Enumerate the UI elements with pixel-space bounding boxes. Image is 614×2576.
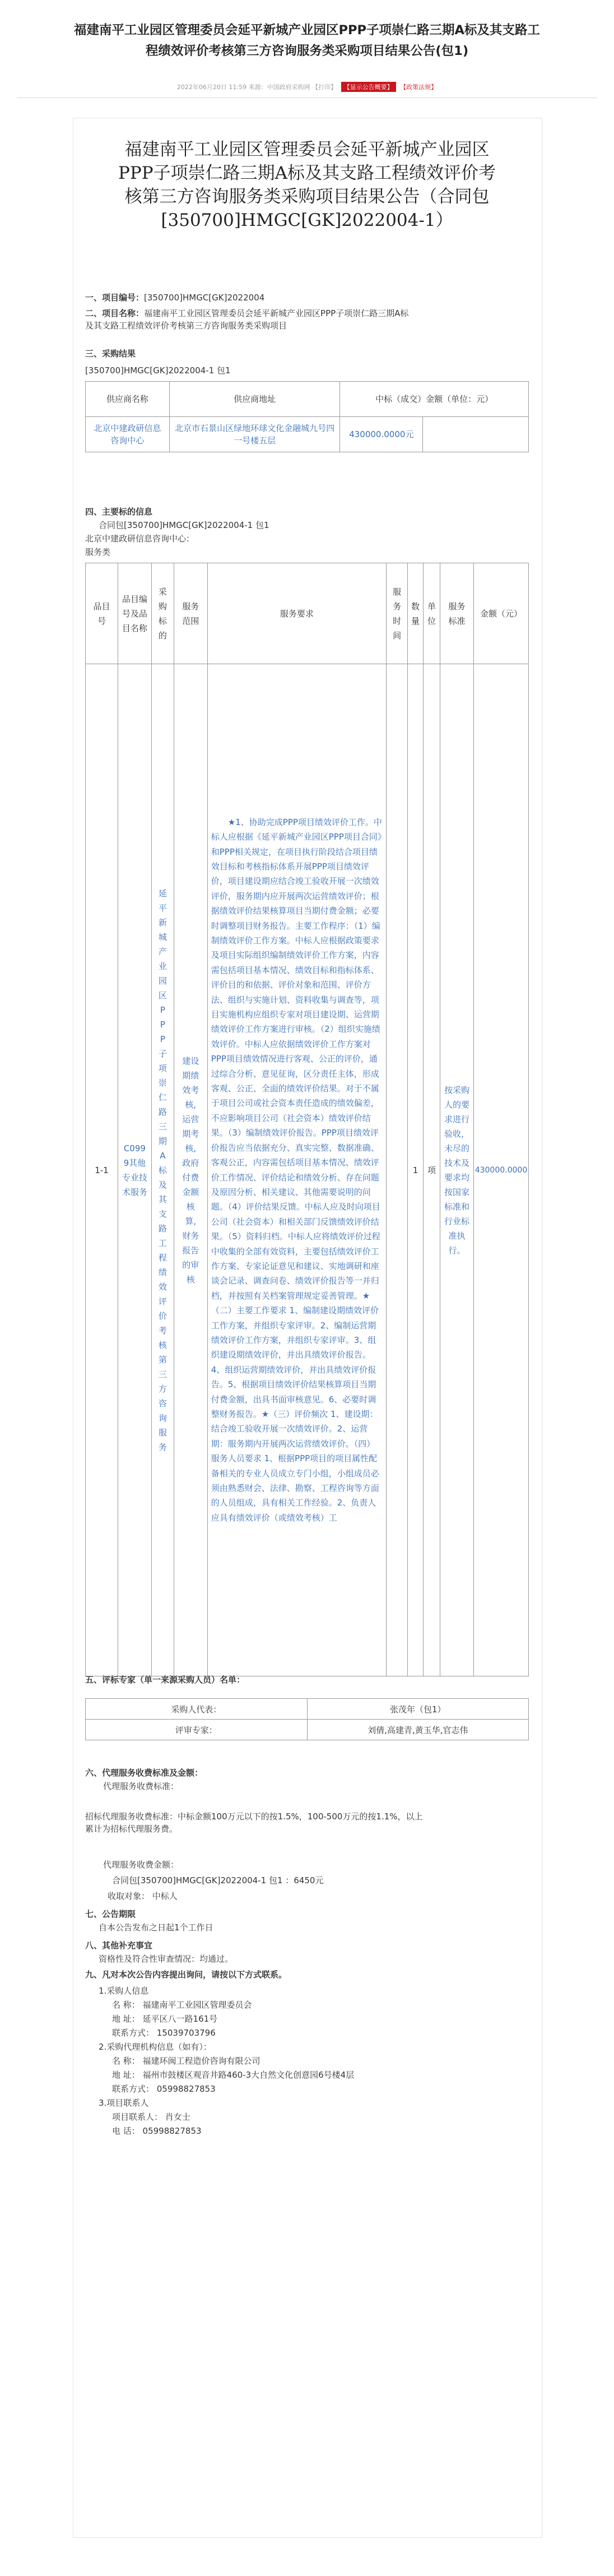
agent-phone: 联系方式： 05998827853 <box>112 2084 216 2094</box>
fee-amount-label: 代理服务收费金额： <box>103 1860 179 1870</box>
item-unit: 项 <box>424 664 440 1676</box>
agent-info-label: 2.采购代理机构信息（如有）： <box>99 2042 212 2052</box>
document-title-line3: 核第三方咨询服务类采购项目结果公告（合同包 <box>124 187 490 207</box>
col-supplier-address: 供应商地址 <box>169 382 340 417</box>
col-supplier-name: 供应商名称 <box>86 382 170 417</box>
fee-standard-label: 代理服务收费标准： <box>103 1781 179 1791</box>
col-subject: 采购标的 <box>158 586 167 641</box>
fee-payer: 收取对象： 中标人 <box>108 1891 178 1901</box>
buyer-address: 地 址： 延平区八一路161号 <box>112 2014 218 2024</box>
project-name-value-line2: 及其支路工程绩效评价考核第三方咨询服务类采购项目 <box>85 321 287 331</box>
fee-standard-line2: 累计为招标代理服务费。 <box>85 1824 178 1834</box>
item-service-time <box>387 664 408 1676</box>
section-experts: 五、评标专家（单一来源采购人员）名单： <box>85 1675 245 1685</box>
item-requirements: ★1、协助完成PPP项目绩效评价工作。中标人应根据《延平新城产业园区PPP项目合同》和PPP相关规定，在项目执行阶段结合项目绩效目标和考核指标体系开展PPP项目绩效评价，项目建设期应结合竣工验收开展一次绩效评价，服务期内应开展两次运营绩效评价；根据绩效评价结果核算项目当期付费金额；必要时调整项目财务报告。主要工作程序：（1）编制绩效评价工作方案。中标人应根据政策要求及项目实际组织编制绩效评价工作方案，内容需包括项目基本情况、绩效目标和指标体系、评价目的和依据、评价对象和范围、评价方法、组织与实施计划、资料收集与调查等，项目实施机构应组织专家对项目建设期、运营期绩效评价工作方案进行审核。（2）组织实施绩效评价。中标人应依据绩效评价工作方案对PPP项目绩效情况进行客观、公正的评价，通过综合分析、意见征询，区分责任主体，形成客观、公正、全面的绩效评价结果。对于不属于项目公司或社会资本责任造成的绩效偏差，不应影响项目公司（社会资本）绩效评价结果。（3）编制绩效评价报告。PPP项目绩效评价报告应当依据充分、真实完整、数据准确、客观公正，内容需包括项目基本情况、绩效评价工作情况、评价结论和绩效分析、存在问题及原因分析、相关建议、其他需要说明的问题。（4）评价结果反馈。中标人应及时向项目公司（社会资本）和相关部门反馈绩效评价结果。（5）资料归档。中标人应将绩效评价过程中收集的全部有效资料，主要包括绩效评价工作方案、专家论证意见和建议、实地调研和座谈会记录、调查问卷、绩效评价报告等一并归档，并按照有关档案管理规定妥善管理。★（二）主要工作要求 1、编制建设期绩效评价工作方案，并组织专家评审。2、编制运营期绩效评价工作方案，并组织专家评审。3、组织建设期绩效评价，并出具绩效评价报告。4、组织运营期绩效评价，并出具绩效评价报告。5、根据项目绩效评价结果核算项目当期付费金额，出具书面审核意见。6、必要时调整财务报告。★（三）评价频次 1、建设期：结合竣工验收开展一次绩效评价。2、运营期：服务期内开展两次运营绩效评价。（四）服务人员要求 1、根据PPP项目的项目属性配备相关的专业人员成立专门小组，小组成员必须由熟悉财会、法律、勘察、工程咨询等方面的人员组成，具有相关工作经验。2、负责人应具有绩效评价（或绩效考核）工 <box>211 817 382 1523</box>
result-package-id: [350700]HMGC[GK]2022004-1 包1 <box>85 365 231 376</box>
col-award-amount: 中标（成交）金额（单位：元） <box>340 382 529 417</box>
col-quantity: 数量 <box>411 601 420 626</box>
supplementary-text: 资格性及符合性审查情况：均通过。 <box>99 1954 234 1964</box>
award-amount: 430000.0000元 <box>340 417 423 452</box>
page-title <box>17 20 597 62</box>
summary-toggle-button[interactable]: 【显示公告概要】 <box>341 82 396 92</box>
col-standard: 服务标准 <box>448 601 466 626</box>
item-quantity: 1 <box>408 664 424 1676</box>
supplier-address: 北京市石景山区绿地环球文化金融城九号四一号楼五层 <box>169 417 340 452</box>
contact-person-label: 3.项目联系人 <box>99 2098 149 2108</box>
buyer-name: 名 称： 福建南平工业园区管理委员会 <box>112 2000 252 2010</box>
project-name-value-line1: 福建南平工业园区管理委员会延平新城产业园区PPP子项崇仁路三期A标 <box>144 308 409 318</box>
print-link[interactable]: 【打印】 <box>312 84 337 91</box>
policy-link[interactable]: 【政策法规】 <box>400 84 438 91</box>
subject-table <box>85 563 529 1676</box>
document-title-line1: 福建南平工业园区管理委员会延平新城产业园区 <box>124 140 490 160</box>
document-title-line4: [350700]HMGC[GK]2022004-1） <box>161 210 453 230</box>
project-number-value: [350700]HMGC[GK]2022004 <box>144 293 265 303</box>
supplier-name: 北京中建政研信息咨询中心 <box>86 417 170 452</box>
table-row <box>86 417 529 452</box>
item-code: C0999其他专业技术服务 <box>122 1143 147 1197</box>
page-title-line2: 程绩效评价考核第三方咨询服务类采购项目结果公告(包1) <box>145 44 469 58</box>
result-table <box>85 381 529 452</box>
section-project-name <box>85 307 533 332</box>
project-name-label: 二、项目名称： <box>85 308 145 318</box>
fee-standard-text <box>85 1810 533 1835</box>
document-title-line2: PPP子项崇仁路三期A标及其支路工程绩效评价考 <box>118 163 496 183</box>
section-contact: 九、凡对本次公告内容提出询问，请按以下方式联系。 <box>85 1970 287 1980</box>
table-header-row <box>86 382 529 417</box>
notice-period-text: 自本公告发布之日起1个工作日 <box>99 1922 213 1933</box>
empty-cell <box>423 417 529 452</box>
section-agency-fee: 六、代理服务收费标准及金额： <box>85 1768 203 1778</box>
item-no: 1-1 <box>86 664 118 1676</box>
subject-category: 服务类 <box>85 547 111 557</box>
col-unit: 单位 <box>427 601 436 626</box>
contact-list <box>99 1984 547 2138</box>
item-amount: 430000.0000 <box>473 664 528 1676</box>
section-procurement-result: 三、采购结果 <box>85 349 136 359</box>
page-title-line1: 福建南平工业园区管理委员会延平新城产业园区PPP子项崇仁路三期A标及其支路工 <box>74 23 540 38</box>
subject-supplier: 北京中建政研信息咨询中心： <box>85 534 195 544</box>
section-main-subject: 四、主要标的信息 <box>85 507 153 517</box>
buyer-rep-value: 张茂年（包1） <box>307 1699 529 1720</box>
buyer-info-label: 1.采购人信息 <box>99 1986 149 1996</box>
buyer-rep-label: 采购人代表： <box>86 1699 308 1720</box>
fee-amount-value: 合同包[350700]HMGC[GK]2022004-1 包1 ：6450元 <box>112 1875 324 1885</box>
item-standard: 按采购人的要求进行验收，未尽的技术及要求均按国家标准和行业标准执行。 <box>444 1085 469 1255</box>
item-scope: 建设期绩效考核,运营期考核,政府付费金额核算,财务报告的审核 <box>182 1055 199 1285</box>
experts-label: 评审专家： <box>86 1720 308 1740</box>
item-subject: 延平新城产业园区PPP子项崇仁路三期A标及其支路工程绩效评价考核第三方咨询服务 <box>158 888 167 1452</box>
table-row <box>86 664 529 1676</box>
table-row <box>86 1720 529 1740</box>
subject-package-id: 合同包[350700]HMGC[GK]2022004-1 包1 <box>99 520 269 530</box>
document-title <box>85 138 529 232</box>
table-row <box>86 1699 529 1720</box>
project-number-label: 一、项目编号： <box>85 293 145 303</box>
contact-person-phone: 电 话： 05998827853 <box>112 2126 202 2136</box>
experts-value: 刘倩,高建青,黄玉华,官志伟 <box>307 1720 529 1740</box>
col-scope: 服务范围 <box>182 601 199 626</box>
agent-address: 地 址： 福州市鼓楼区观音井路460-3大自然文化创意园6号楼4层 <box>112 2070 355 2080</box>
col-service-time: 服务时间 <box>393 586 402 641</box>
section-supplementary: 八、其他补充事宜 <box>85 1940 153 1950</box>
agent-name: 名 称： 福建环闽工程造价咨询有限公司 <box>112 2056 261 2066</box>
section-notice-period: 七、公告期限 <box>85 1909 136 1919</box>
article-meta <box>0 82 614 92</box>
article-source: 来源：中国政府采购网 <box>248 84 310 91</box>
contact-person-name: 项目联系人： 肖女士 <box>112 2112 190 2122</box>
col-item-no: 品目号 <box>93 601 110 626</box>
col-item-code: 品目编号及品目名称 <box>122 594 147 633</box>
section-project-number <box>85 291 264 304</box>
col-amount: 金额（元） <box>480 608 522 619</box>
table-header-row <box>86 563 529 664</box>
fee-standard-line1: 招标代理服务收费标准：中标金额100万元以下的按1.5%，100-500万元的按1.1%，以上 <box>85 1811 423 1822</box>
col-requirements: 服务要求 <box>207 563 386 664</box>
experts-table <box>85 1698 529 1740</box>
publish-date: 2022年06月20日 11:59 <box>176 84 247 91</box>
buyer-phone: 联系方式： 15039703796 <box>112 2028 216 2038</box>
